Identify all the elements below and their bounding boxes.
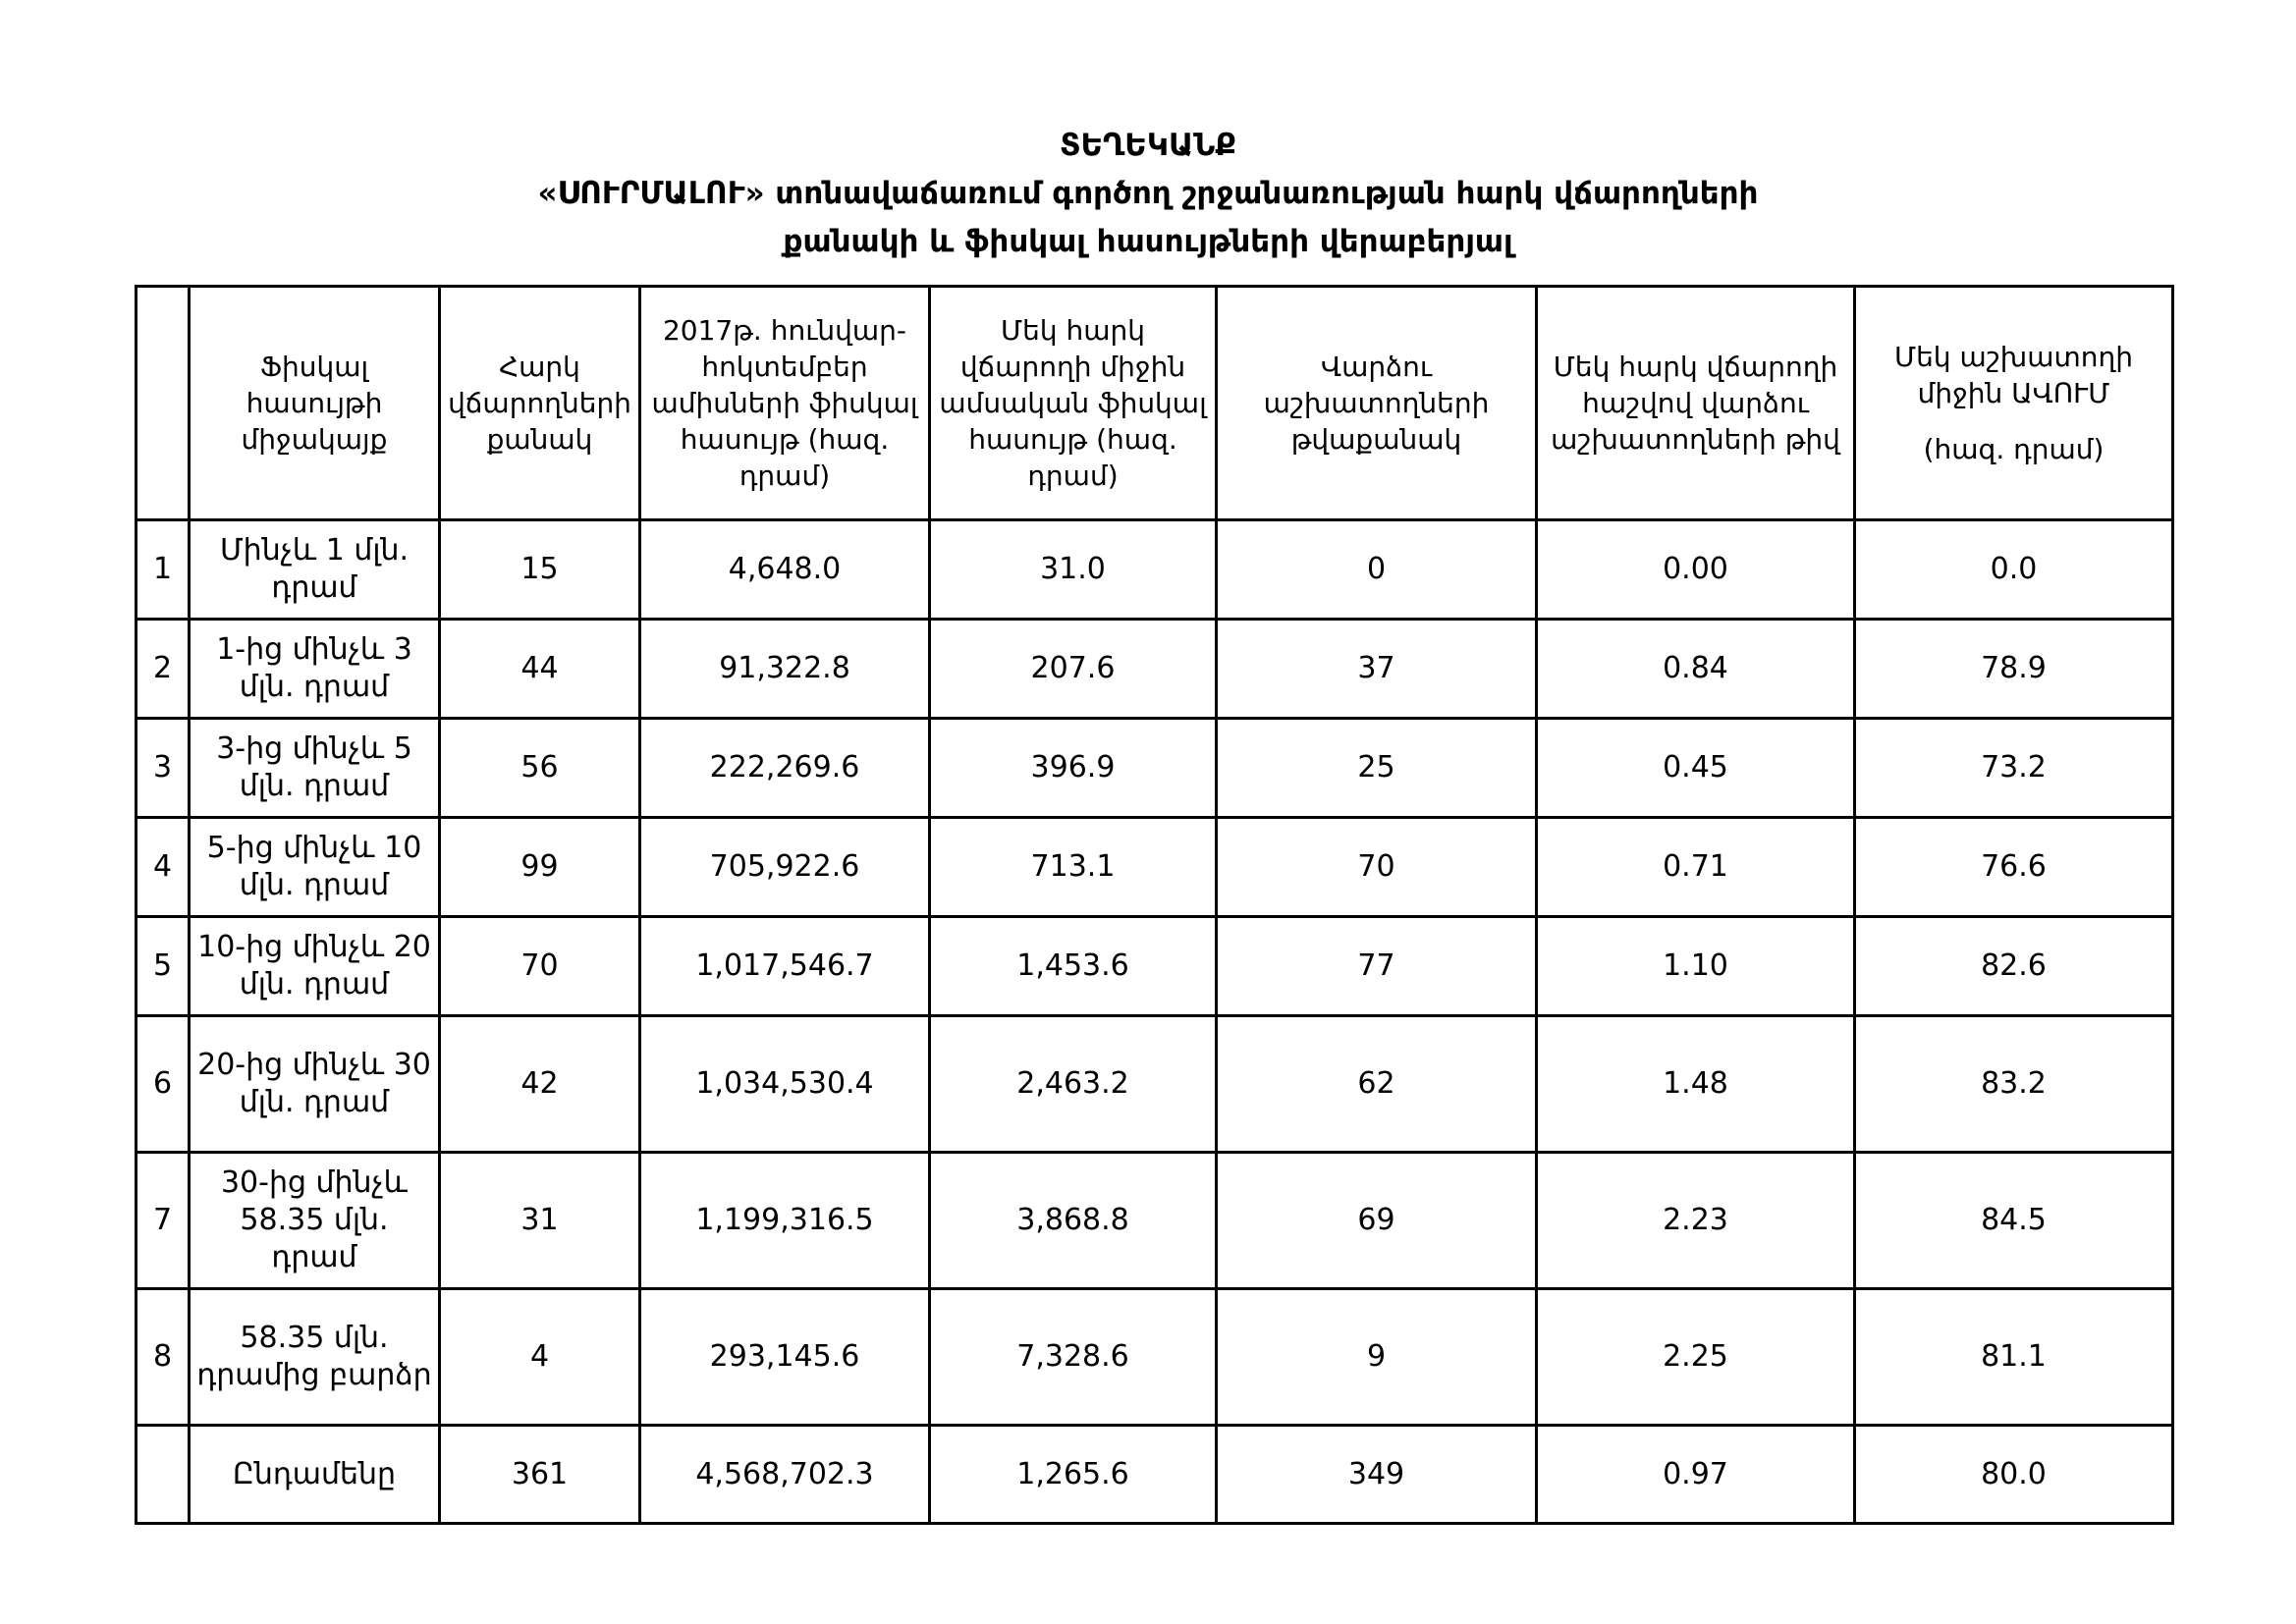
row-per-payer-employees: 0.45 (1537, 719, 1855, 818)
row-payers: 56 (440, 719, 640, 818)
header-payers: Հարկ վճարողների քանակ (440, 287, 640, 520)
row-employees: 69 (1217, 1153, 1537, 1289)
row-range: 58.35 մլն. դրամից բարձր (190, 1289, 440, 1426)
row-avg-monthly: 713.1 (930, 818, 1217, 917)
header-per-payer-employees: Մեկ հարկ վճարողի հաշվով վարձու աշխատողների թիվ (1537, 287, 1855, 520)
row-payers: 99 (440, 818, 640, 917)
table-row (137, 917, 2173, 1016)
table-total-row (137, 1426, 2173, 1524)
total-index (137, 1426, 190, 1524)
row-revenue: 91,322.8 (640, 620, 930, 719)
row-index: 4 (137, 818, 190, 917)
row-revenue: 1,017,546.7 (640, 917, 930, 1016)
row-revenue: 1,034,530.4 (640, 1016, 930, 1153)
row-avg-income: 0.0 (1855, 520, 2173, 620)
total-avg-income: 80.0 (1855, 1426, 2173, 1524)
row-avg-monthly: 2,463.2 (930, 1016, 1217, 1153)
table-row (137, 818, 2173, 917)
row-range: 30-ից մինչև 58.35 մլն. դրամ (190, 1153, 440, 1289)
row-index: 8 (137, 1289, 190, 1426)
row-avg-monthly: 7,328.6 (930, 1289, 1217, 1426)
total-per-payer-employees: 0.97 (1537, 1426, 1855, 1524)
header-avg-income-unit: (հազ. դրամ) (1923, 433, 2105, 465)
row-employees: 77 (1217, 917, 1537, 1016)
title-line-1: ՏԵՂԵԿԱՆՔ (1060, 128, 1236, 163)
row-avg-income: 83.2 (1855, 1016, 2173, 1153)
row-range: 1-ից մինչև 3 մլն. դրամ (190, 620, 440, 719)
row-payers: 15 (440, 520, 640, 620)
row-payers: 42 (440, 1016, 640, 1153)
row-revenue: 1,199,316.5 (640, 1153, 930, 1289)
table-row (137, 620, 2173, 719)
row-avg-income: 76.6 (1855, 818, 2173, 917)
row-employees: 62 (1217, 1016, 1537, 1153)
title-line-3: քանակի և ֆիսկալ հասույթների վերաբերյալ (783, 224, 1513, 259)
row-per-payer-employees: 1.10 (1537, 917, 1855, 1016)
row-range: Մինչև 1 մլն. դրամ (190, 520, 440, 620)
table-row (137, 520, 2173, 620)
table-row (137, 1016, 2173, 1153)
header-avg-monthly: Մեկ հարկ վճարողի միջին ամսական ֆիսկալ հասույթ (հազ. դրամ) (930, 287, 1217, 520)
row-index: 7 (137, 1153, 190, 1289)
total-revenue: 4,568,702.3 (640, 1426, 930, 1524)
row-avg-monthly: 207.6 (930, 620, 1217, 719)
table-header-row (137, 287, 2173, 520)
row-avg-income: 73.2 (1855, 719, 2173, 818)
row-per-payer-employees: 2.23 (1537, 1153, 1855, 1289)
row-avg-monthly: 1,453.6 (930, 917, 1217, 1016)
header-avg-income-title: Մեկ աշխատողի միջին ԱՎՈՒՄ (1893, 341, 2134, 409)
row-index: 6 (137, 1016, 190, 1153)
row-per-payer-employees: 0.00 (1537, 520, 1855, 620)
row-payers: 4 (440, 1289, 640, 1426)
total-label: Ընդամենը (190, 1426, 440, 1524)
row-employees: 9 (1217, 1289, 1537, 1426)
row-avg-income: 81.1 (1855, 1289, 2173, 1426)
header-range: Ֆիսկալ հասույթի միջակայք (190, 287, 440, 520)
total-payers: 361 (440, 1426, 640, 1524)
row-index: 3 (137, 719, 190, 818)
header-avg-income (1855, 287, 2173, 520)
row-per-payer-employees: 0.71 (1537, 818, 1855, 917)
row-per-payer-employees: 1.48 (1537, 1016, 1855, 1153)
row-employees: 0 (1217, 520, 1537, 620)
row-avg-monthly: 31.0 (930, 520, 1217, 620)
row-index: 1 (137, 520, 190, 620)
total-avg-monthly: 1,265.6 (930, 1426, 1217, 1524)
row-range: 10-ից մինչև 20 մլն. դրամ (190, 917, 440, 1016)
row-index: 5 (137, 917, 190, 1016)
row-per-payer-employees: 0.84 (1537, 620, 1855, 719)
header-employees: Վարձու աշխատողների թվաքանակ (1217, 287, 1537, 520)
table-row (137, 719, 2173, 818)
row-per-payer-employees: 2.25 (1537, 1289, 1855, 1426)
row-range: 20-ից մինչև 30 մլն. դրամ (190, 1016, 440, 1153)
row-payers: 31 (440, 1153, 640, 1289)
row-avg-monthly: 396.9 (930, 719, 1217, 818)
row-payers: 44 (440, 620, 640, 719)
title-line-2: «ՍՈՒՐՄԱԼՈՒ» տոնավաճառում գործող շրջանառության հարկ վճարողների (537, 176, 1759, 211)
row-avg-income: 84.5 (1855, 1153, 2173, 1289)
header-revenue: 2017թ. հունվար-հոկտեմբեր ամիսների ֆիսկալ հասույթ (հազ. դրամ) (640, 287, 930, 520)
row-employees: 25 (1217, 719, 1537, 818)
row-revenue: 4,648.0 (640, 520, 930, 620)
row-revenue: 705,922.6 (640, 818, 930, 917)
row-payers: 70 (440, 917, 640, 1016)
row-range: 3-ից մինչև 5 մլն. դրամ (190, 719, 440, 818)
row-range: 5-ից մինչև 10 մլն. դրամ (190, 818, 440, 917)
row-revenue: 222,269.6 (640, 719, 930, 818)
header-index (137, 287, 190, 520)
total-employees: 349 (1217, 1426, 1537, 1524)
row-employees: 70 (1217, 818, 1537, 917)
table-row (137, 1153, 2173, 1289)
row-employees: 37 (1217, 620, 1537, 719)
row-avg-monthly: 3,868.8 (930, 1153, 1217, 1289)
row-avg-income: 78.9 (1855, 620, 2173, 719)
row-avg-income: 82.6 (1855, 917, 2173, 1016)
row-index: 2 (137, 620, 190, 719)
table-row (137, 1289, 2173, 1426)
document-title (0, 122, 2296, 266)
row-revenue: 293,145.6 (640, 1289, 930, 1426)
report-table (135, 285, 2174, 1525)
